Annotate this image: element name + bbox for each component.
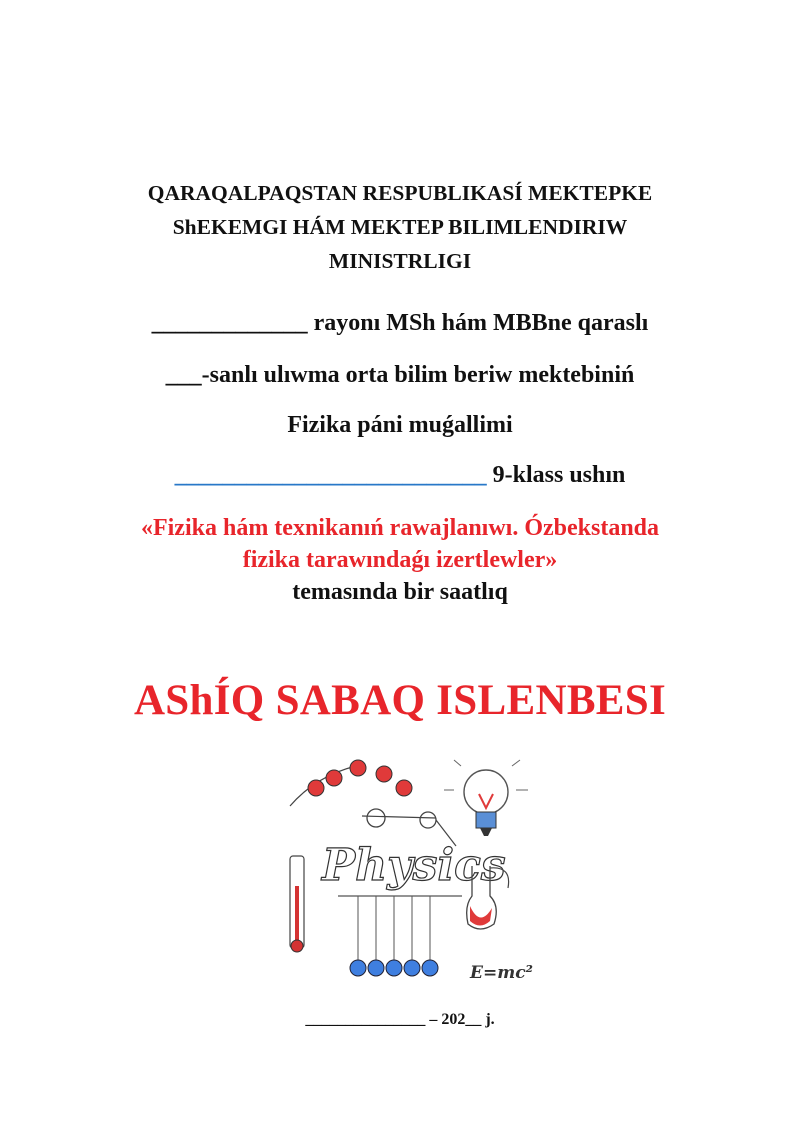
- ministry-line-1: QARAQALPAQSTAN RESPUBLIKASÍ MEKTEPKE: [147, 181, 653, 205]
- light-bulb-icon: [444, 760, 528, 836]
- footer-date: _______________ – 202__ j.: [305, 1011, 495, 1028]
- school-line: ___-sanlı ulıwma orta bilim beriw mektebiniń: [165, 362, 635, 388]
- topic-block: [0, 512, 800, 608]
- pendulum-balls-icon: [290, 760, 456, 846]
- newtons-cradle-icon: [338, 896, 462, 976]
- topic-suffix: temasında bir saatlıq: [292, 579, 508, 605]
- ministry-header: [0, 176, 800, 278]
- teacher-name-blank: __________________________: [174, 462, 487, 488]
- class-label: 9-klass ushın: [486, 462, 626, 488]
- physics-word: Physics: [322, 840, 506, 891]
- ministry-line-3: MINISTRLIGI: [328, 249, 472, 273]
- topic-line-2: fizika tarawındaǵı izertlewler»: [242, 547, 558, 573]
- teacher-line: Fizika páni muǵallimi: [287, 412, 513, 438]
- formula-text: E=mc²: [470, 963, 533, 983]
- topic-line-1: «Fizika hám texnikanıń rawajlanıwı. Ózbekstanda: [140, 515, 660, 541]
- document-title: AShÍQ SABAQ ISLENBESI: [133, 677, 667, 724]
- thermometer-icon: [290, 856, 304, 952]
- ministry-line-2: ShEKEMGI HÁM MEKTEP BILIMLENDIRIW: [172, 215, 628, 239]
- physics-illustration: [276, 756, 536, 994]
- class-line: [0, 462, 800, 489]
- district-line: _____________ rayonı MSh hám MBBne qaraslı: [151, 310, 649, 336]
